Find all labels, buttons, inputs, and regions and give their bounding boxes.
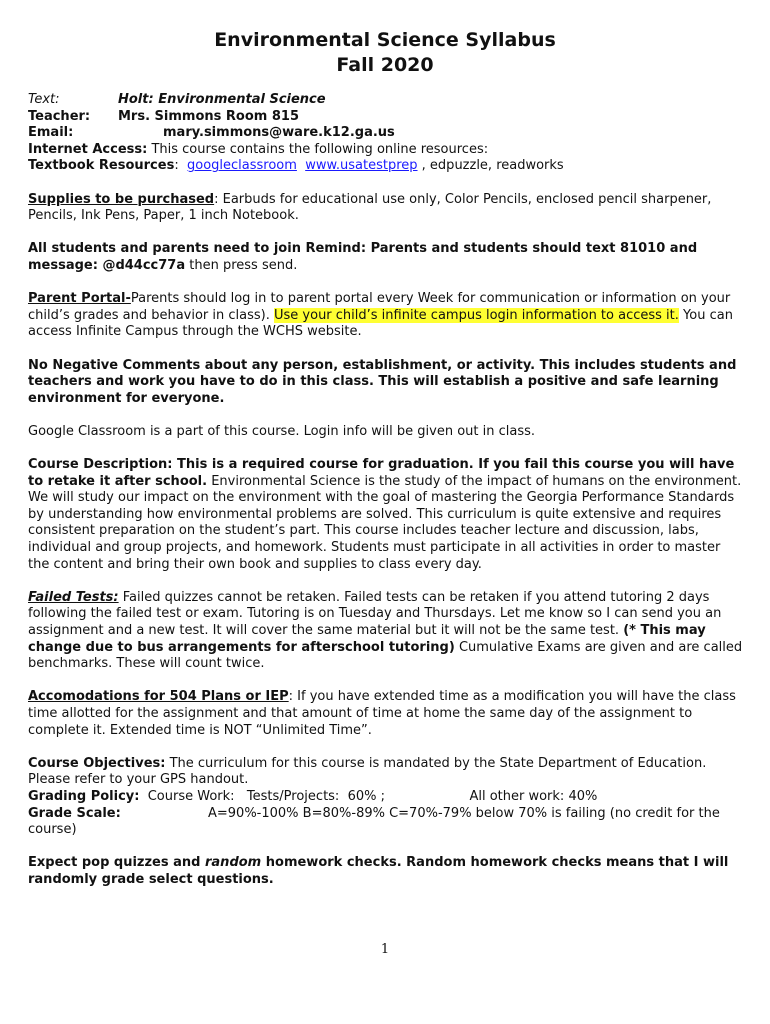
usatestprep-link[interactable]: www.usatestprep (305, 158, 418, 174)
page-subtitle: Fall 2020 (336, 54, 434, 76)
grading-text1: Course Work: Tests/Projects: 60% ; (139, 788, 385, 804)
supplies-paragraph (28, 192, 744, 225)
remind-rest: then press send. (185, 257, 298, 273)
description-bold: Course Description: This is a required course for graduation. If you fail this course you will have to retake it after school. (28, 457, 735, 489)
negative-comments-paragraph: No Negative Comments about any person, establishment, or activity. This includes students and teachers and work you have to do in this class. This will establish a positive and safe learning environment for everyone. (28, 357, 737, 406)
classroom-paragraph: Google Classroom is a part of this course. Login info will be given out in class. (28, 423, 536, 439)
text-label: Text: (28, 92, 60, 107)
course-info (28, 92, 744, 175)
textbook-rest: , edpuzzle, readworks (421, 158, 564, 174)
objectives-label: Course Objectives: (28, 755, 166, 771)
quizzes-italic: random (205, 855, 262, 871)
description-text: Environmental Science is the study of the impact of humans on the environment. We will study our impact on the environment with the goal of mastering the Georgia Performance Standards by understanding how environmental problems are solved. This curriculum is quite extensive and requires consistent preparation on the student’s part. This course includes teacher lecture and discussion, labs, individual and group projects, and homework. Students must participate in all activities in order to master the content and bring their own book and supplies to class every day. (28, 473, 742, 572)
teacher-value: Mrs. Simmons Room 815 (118, 108, 299, 124)
portal-paragraph (28, 291, 744, 341)
accommodations-text: : If you have extended time as a modification you will have the class time allotted for the assignment and that amount of time at home the same day of the assignment to complete it. Extended time is NOT “Unlimited Time”. (28, 689, 736, 738)
syllabus-body (28, 92, 744, 905)
remind-paragraph (28, 241, 744, 274)
page-title: Environmental Science Syllabus (214, 29, 556, 51)
teacher-line (28, 109, 299, 124)
description-paragraph (28, 457, 744, 573)
supplies-text: : Earbuds for educational use only, Color Pencils, enclosed pencil sharpener, Pencils, Ink Pens, Paper, 1 inch Notebook. (28, 191, 712, 224)
text-value: Holt: Environmental Science (118, 92, 326, 107)
scale-label: Grade Scale: (28, 805, 121, 821)
grading-text2: All other work: 40% (469, 788, 598, 804)
portal-label: Parent Portal- (28, 291, 131, 307)
textbook-line (28, 158, 564, 173)
failed-label: Failed Tests: (28, 589, 119, 605)
objectives-paragraph (28, 756, 744, 839)
email-line (28, 125, 395, 140)
googleclassroom-link[interactable]: googleclassroom (186, 158, 297, 174)
internet-value: This course contains the following online resources: (151, 141, 489, 157)
remind-bold: All students and parents need to join Remind: Parents and students should text 81010 and message: @d44cc77a (28, 241, 698, 273)
quizzes-paragraph (28, 855, 744, 888)
supplies-label: Supplies to be purchased (28, 191, 215, 207)
teacher-label: Teacher: (28, 108, 91, 124)
textbook-sep: : (174, 158, 179, 174)
failed-bold: (* This may change due to bus arrangements for afterschool tutoring) (28, 623, 706, 655)
quizzes-part2: homework checks. Random homework checks means that I will randomly grade select questions. (28, 855, 729, 887)
text-line (28, 92, 326, 107)
failed-tests-paragraph (28, 590, 744, 673)
portal-rest: You can access Infinite Campus through the WCHS website. (28, 307, 733, 340)
accommodations-paragraph (28, 689, 744, 739)
failed-rest: Cumulative Exams are given and are called benchmarks. These will count twice. (28, 639, 743, 672)
email-value: mary.simmons@ware.k12.ga.us (163, 125, 395, 141)
accommodations-label: Accomodations for 504 Plans or IEP (28, 689, 289, 705)
portal-text: Parents should log in to parent portal every Week for communication or information on your child’s grades and behavior in class). (28, 291, 731, 323)
objectives-text: The curriculum for this course is mandated by the State Department of Education. Please refer to your GPS handout. (28, 755, 707, 788)
scale-text: A=90%-100% B=80%-89% C=70%-79% below 70% is failing (no credit for the course) (28, 805, 720, 838)
quizzes-part1: Expect pop quizzes and (28, 855, 205, 871)
textbook-label: Textbook Resources (28, 158, 175, 174)
portal-highlight: Use your child’s infinite campus login information to access it. (274, 307, 679, 323)
internet-line (28, 142, 488, 157)
internet-label: Internet Access: (28, 141, 148, 157)
failed-text: Failed quizzes cannot be retaken. Failed tests can be retaken if you attend tutoring 2 days following the failed test or exam. Tutoring is on Tuesday and Thursdays. Let me know so I can send you an assignment and a new test. It will cover the same material but it will not be the same test. (28, 589, 722, 638)
grading-label: Grading Policy: (28, 788, 140, 804)
grading-line (28, 789, 597, 804)
email-label: Email: (28, 125, 74, 141)
page-number: 1 (380, 942, 390, 957)
